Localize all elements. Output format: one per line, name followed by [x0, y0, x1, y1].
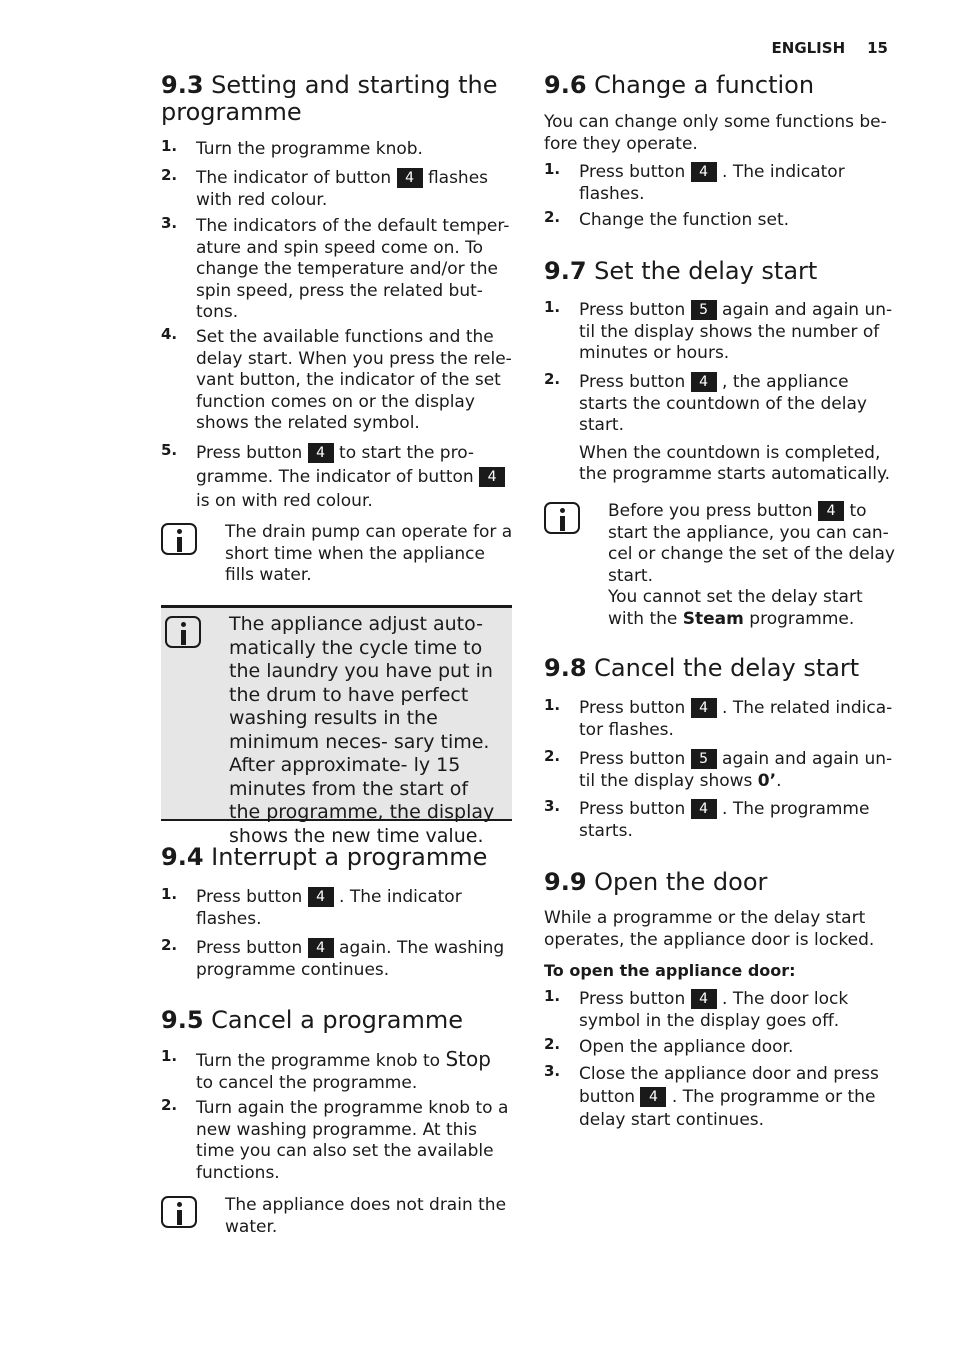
button-4-icon: 4 [691, 698, 717, 718]
list-item: 1. Press button 4 . The indicator flashes. [544, 160, 845, 204]
section-9-9-intro: While a programme or the delay start operates, the appliance door is locked. [544, 908, 875, 950]
button-4-icon: 4 [691, 372, 717, 392]
info-icon [544, 502, 580, 534]
button-4-icon: 4 [640, 1087, 666, 1107]
section-9-7 [544, 258, 894, 285]
button-4-icon: 4 [691, 799, 717, 819]
section-9-8 [544, 655, 894, 682]
list-item: 5. Press button 4 to start the pro- gramme. The indicator of button 4 is on with red colour. [161, 441, 513, 513]
subheading: To open the appliance door: [544, 961, 796, 980]
stop-label: Stop [445, 1047, 491, 1071]
info-note: Before you press button 4 to start the appliance, you can can- cel or change the set of the delay start. You cannot set the delay start with the Steam programme. [544, 501, 896, 630]
info-note-highlighted: The appliance adjust auto- matically the cycle time to the laundry you have put in the drum to have perfect washing results in the minimum neces- sary time. After approximate- ly 15 minutes from the start of the programme, the display shows the new time value. [161, 605, 512, 821]
button-4-icon: 4 [308, 887, 334, 907]
section-9-4 [161, 844, 513, 871]
list-item: 3. Close the appliance door and press button 4 . The programme or the delay start continues. [544, 1062, 879, 1130]
list-item: 2. Press button 5 again and again un- til the display shows 0’. [544, 747, 893, 791]
list-item: 1. Turn the programme knob to Stop to cancel the programme. [161, 1047, 491, 1093]
button-5-icon: 5 [691, 749, 717, 769]
list-item: 1. Press button 4 . The indicator flashes. [161, 885, 462, 929]
language-label: ENGLISH [771, 39, 846, 57]
info-icon [161, 1196, 197, 1228]
button-4-icon: 4 [818, 501, 844, 521]
list-item: 3. Press button 4 . The programme starts. [544, 797, 870, 841]
left-column [161, 72, 513, 126]
list-item: 1. Turn the programme knob. [161, 137, 423, 159]
button-4-icon: 4 [691, 162, 717, 182]
section-9-3-heading: 9.3 Setting and starting the programme [161, 71, 498, 126]
button-4-icon: 4 [308, 443, 334, 463]
info-note: The appliance does not drain the water. [161, 1195, 513, 1238]
list-item: 2. Open the appliance door. [544, 1035, 794, 1057]
list-item: 2. Press button 4 again. The washing programme continues. [161, 936, 505, 980]
list-item: 1. Press button 4 . The door lock symbol in the display goes off. [544, 987, 849, 1031]
section-9-8-heading: 9.8 Cancel the delay start [544, 654, 860, 682]
section-9-7-heading: 9.7 Set the delay start [544, 257, 818, 285]
button-4-icon: 4 [308, 938, 334, 958]
section-9-6-heading: 9.6 Change a function [544, 71, 815, 99]
info-note: The drain pump can operate for a short time when the appliance fills water. [161, 522, 513, 587]
section-9-6-intro: You can change only some functions be- fore they operate. [544, 112, 887, 154]
button-4-icon: 4 [479, 467, 505, 487]
list-item: 3. The indicators of the default temper- ature and spin speed come on. To change the temperature and/or the spin speed, press the related but- tons. [161, 214, 510, 322]
section-9-5-heading: 9.5 Cancel a programme [161, 1006, 464, 1034]
section-9-5 [161, 1007, 513, 1034]
list-item: 2. Press button 4 , the appliance starts the countdown of the delay start. When the countdown is completed, the programme starts automatically. [544, 370, 891, 484]
list-item: 2. The indicator of button 4 flashes with red colour. [161, 166, 489, 210]
list-item: 1. Press button 5 again and again un- til the display shows the number of minutes or hours. [544, 298, 893, 363]
page-number: 15 [867, 39, 888, 57]
section-9-6 [544, 72, 894, 99]
section-9-9-heading: 9.9 Open the door [544, 868, 768, 896]
info-icon [165, 616, 201, 648]
button-5-icon: 5 [691, 300, 717, 320]
button-4-icon: 4 [397, 168, 423, 188]
section-9-3-steps [161, 139, 513, 161]
info-icon [161, 523, 197, 555]
list-item: 2. Change the function set. [544, 208, 790, 230]
section-9-9 [544, 869, 894, 896]
page-header [750, 38, 888, 60]
button-4-icon: 4 [691, 989, 717, 1009]
list-item: 2. Turn again the programme knob to a new washing programme. At this time you can also set the available functions. [161, 1096, 509, 1183]
list-item: 4. Set the available functions and the delay start. When you press the rele- vant button, the indicator of the set function comes on or the display shows the related symbol. [161, 325, 512, 433]
section-9-4-heading: 9.4 Interrupt a programme [161, 843, 488, 871]
list-item: 1. Press button 4 . The related indica- tor flashes. [544, 696, 893, 740]
